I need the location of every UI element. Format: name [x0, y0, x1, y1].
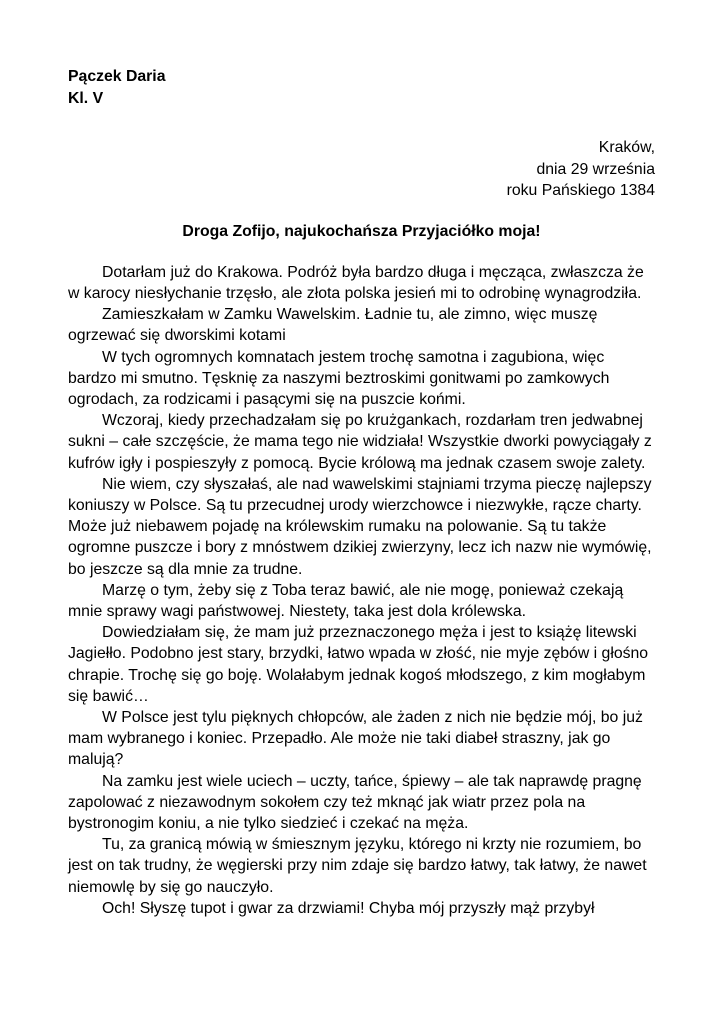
paragraph-8: W Polsce jest tylu pięknych chłopców, ale żaden z nich nie będzie mój, bo już mam wybranego i koniec. Przepadło. Ale może nie taki diabeł straszny, jak go malują?	[68, 708, 643, 769]
place-year: roku Pańskiego 1384	[506, 182, 655, 199]
paragraph-1: Dotarłam już do Krakowa. Podróż była bardzo długa i męcząca, zwłaszcza że w karocy niesłychanie trzęsło, ale złota polska jesień mi to odrobinę wynagrodziła.	[68, 263, 644, 302]
paragraph-6: Marzę o tym, żeby się z Toba teraz bawić, ale nie mogę, ponieważ czekają mnie sprawy wagi państwowej. Niestety, taka jest dola królewska.	[68, 581, 624, 620]
paragraph-7: Dowiedziałam się, że mam już przeznaczonego męża i jest to książę litewski Jagiełło. Podobno jest stary, brzydki, łatwo wpada w złość, nie myje zębów i głośno chrapie. Trochę się go boję. Wolałabym jednak kogoś młodszego, z kim mogłabym się bawić…	[68, 624, 649, 705]
place-city: Kraków,	[598, 139, 655, 156]
letter-body	[68, 262, 655, 919]
paragraph-11: Och! Słyszę tupot i gwar za drzwiami! Chyba mój przyszły mąż przybył	[102, 899, 595, 917]
author-block	[68, 66, 655, 110]
paragraph-10: Tu, za granicą mówią w śmiesznym języku, którego ni krzty nie rozumiem, bo jest on tak trudny, że węgierski przy nim zdaje się bardzo łatwy, tak łatwy, że nawet niemowlę by się go nauczyło.	[68, 836, 647, 896]
paragraph-2: Zamieszkałam w Zamku Wawelskim. Ładnie tu, ale zimno, więc muszę ogrzewać się dworskimi kotami	[68, 306, 598, 345]
paragraph-3: W tych ogromnych komnatach jestem trochę samotna i zagubiona, więc bardzo mi smutno. Tęsknię za naszymi beztroskimi gonitwami po zamkowych ogrodach, za rodzicami i pasącymi się na puszcie końmi.	[68, 348, 610, 408]
salutation: Droga Zofijo, najukochańsza Przyjaciółko moja!	[182, 222, 541, 240]
letter-page	[68, 66, 655, 919]
paragraph-4: Wczoraj, kiedy przechadzałam się po krużgankach, rozdarłam tren jedwabnej sukni – całe szczęście, że mama tego nie widziała! Wszystkie dworki powyciągały z kufrów igły i pospieszyły z pomocą. Bycie królową ma jednak czasem swoje zalety.	[68, 412, 652, 472]
paragraph-5: Nie wiem, czy słyszałaś, ale nad wawelskimi stajniami trzyma pieczę najlepszy koniuszy w Polsce. Są tu przecudnej urody wierzchowce i niezwykłe, rącze charty. Może już niebawem pojadę na królewskim rumaku na polowanie. Są tu także ogromne puszcze i bory z mnóstwem dzikiej zwierzyny, lecz ich nazw nie wymówię, bo jeszcze są dla mnie za trudne.	[68, 475, 652, 578]
author-name: Pączek Daria	[68, 68, 166, 85]
paragraph-9: Na zamku jest wiele uciech – uczty, tańce, śpiewy – ale tak naprawdę pragnę zapolować z niezawodnym sokołem czy też mknąć jak wiatr przez pola na bystronogim koniu, a nie tylko siedzieć i czekać na męża.	[68, 772, 642, 832]
place-date-block	[68, 137, 655, 202]
place-date: dnia 29 września	[536, 160, 655, 178]
author-class: Kl. V	[68, 90, 104, 107]
